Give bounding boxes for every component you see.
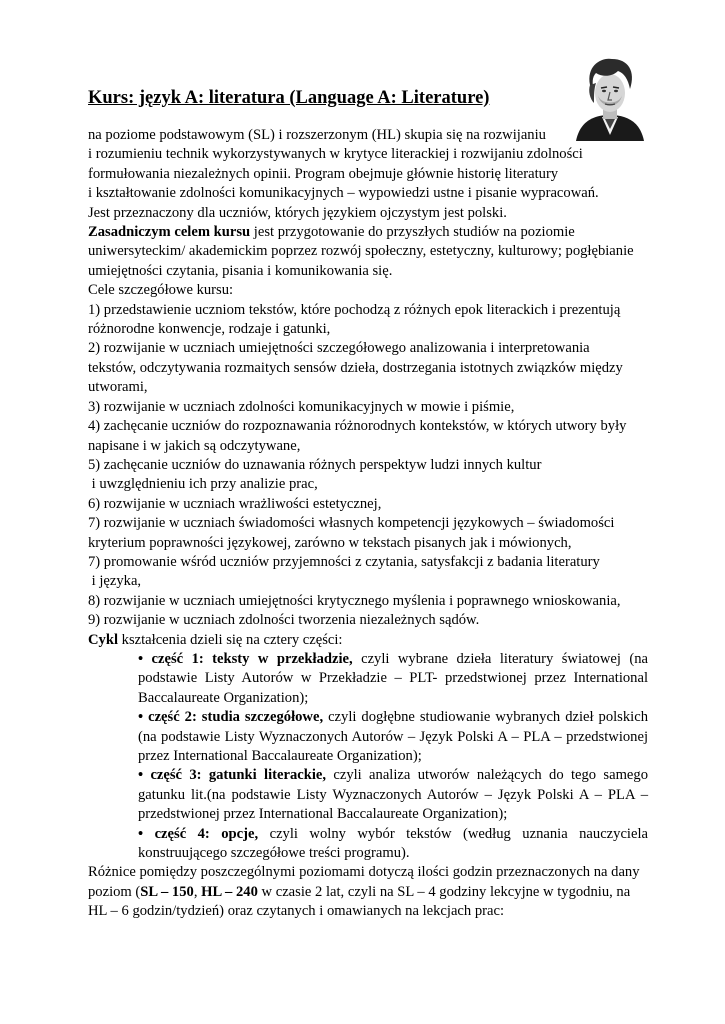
document-body [88, 126, 648, 922]
hours-text: , [193, 883, 202, 900]
intro-line: Jest przeznaczony dla uczniów, których językiem ojczystym jest polski. [88, 204, 507, 221]
intro-line: formułowania niezależnych opinii. Program obejmuje głównie historię literatury [88, 165, 559, 182]
parts-list [138, 650, 648, 863]
objective-line: 8) rozwijanie w uczniach umiejętności krytycznego myślenia i poprawnego wnioskowania, [88, 592, 621, 609]
objective-line: różnorodne konwencje, rodzaje i gatunki, [88, 321, 331, 338]
objective-line: 3) rozwijanie w uczniach zdolności komunikacyjnych w mowie i piśmie, [88, 398, 515, 415]
hours-line: HL – 6 godzin/tydzień) oraz czytanych i omawianych na lekcjach prac: [88, 903, 505, 920]
hours-sl: SL – 150 [140, 883, 194, 900]
goal-paragraph [88, 223, 648, 281]
objective-line: napisane i w jakich są odczytywane, [88, 437, 301, 454]
intro-line: i kształtowanie zdolności komunikacyjnych – wypowiedzi ustne i pisanie wypracowań. [88, 185, 599, 202]
intro-line: na poziome podstawowym (SL) i rozszerzonym (HL) skupia się na rozwijaniu [88, 127, 546, 143]
part-desc: czyli analiza utworów należących do tego samego gatunku lit.(na podstawie Listy Wyznaczonych Autorów – Język Polski A – PLA – przedstwionej przez International Baccalaureate Organization); [138, 767, 648, 823]
goal-text: jest przygotowanie do przyszłych studiów na poziomie [250, 224, 575, 241]
goal-bold: Zasadniczym celem kursu [88, 224, 251, 241]
objective-line: 1) przedstawienie uczniom tekstów, które pochodzą z różnych epok literackich i prezentują [88, 301, 621, 318]
intro-line: i rozumieniu technik wykorzystywanych w krytyce literackiej i rozwijaniu zdolności [88, 146, 583, 163]
part-item [138, 825, 648, 864]
bullet-icon: • [138, 825, 155, 842]
part-title: część 4: opcje, [154, 825, 259, 842]
hours-line [88, 883, 648, 902]
objective-line: tekstów, odczytywania rozmaitych sensów dzieła, dostrzegania istotnych związków między [88, 359, 623, 376]
objective-line: 6) rozwijanie w uczniach wrażliwości estetycznej, [88, 495, 382, 512]
cycle-text: kształcenia dzieli się na cztery części: [118, 631, 343, 648]
objective-line: 5) zachęcanie uczniów do uznawania różnych perspektyw ludzi innych kultur [88, 456, 542, 473]
goal-line: umiejętności czytania, pisania i komunikowania się. [88, 262, 393, 279]
objective-line: 4) zachęcanie uczniów do rozpoznawania różnorodnych kontekstów, w których utwory były [88, 418, 627, 435]
part-title: część 2: studia szczegółowe, [148, 709, 324, 726]
hours-line: Różnice pomiędzy poszczególnymi poziomami dotyczą ilości godzin przeznaczonych na dany [88, 864, 640, 881]
objective-line: i uwzględnieniu ich przy analizie prac, [88, 476, 318, 493]
part-title: część 3: gatunki literackie, [150, 767, 327, 784]
objective-line: 7) rozwijanie w uczniach świadomości własnych kompetencji językowych – świadomości [88, 515, 615, 532]
hours-text: poziom ( [88, 883, 141, 900]
cycle-paragraph [88, 631, 648, 650]
page-title: Kurs: język A: literatura (Language A: Literature) [88, 88, 490, 108]
part-item [138, 650, 648, 708]
objective-line: utworami, [88, 379, 148, 396]
objective-line: 9) rozwijanie w uczniach zdolności tworzenia niezależnych sądów. [88, 612, 480, 629]
bullet-icon: • [138, 767, 151, 784]
part-title: część 1: teksty w przekładzie, [151, 650, 353, 667]
goal-line: uniwersyteckim/ akademickim poprzez rozwój społeczny, estetyczny, kulturowy; pogłębianie [88, 243, 634, 260]
goal-line [88, 223, 648, 242]
objective-line: 2) rozwijanie w uczniach umiejętności szczegółowego analizowania i interpretowania [88, 340, 590, 357]
hours-paragraph [88, 863, 648, 921]
bullet-icon: • [138, 650, 152, 667]
objective-line: kryterium poprawności językowej, zarówno w tekstach pisanych jak i mówionych, [88, 534, 572, 551]
objectives-list [88, 281, 648, 630]
bullet-icon: • [138, 709, 149, 726]
hours-hl: HL – 240 [201, 883, 258, 900]
part-desc: czyli wolny wybór tekstów (według uznania nauczyciela konstruującego szczegółowe treści programu). [138, 825, 648, 862]
hours-text: w czasie 2 lat, czyli na SL – 4 godziny lekcyjne w tygodniu, na [257, 883, 631, 900]
part-desc: czyli wybrane dzieła literatury światowej (na podstawie Listy Autorów w Przekładzie – PLT- przedstwionej przez International Baccalaureate Organization); [138, 650, 648, 706]
part-item [138, 766, 648, 824]
part-item [138, 708, 648, 766]
part-desc: czyli dogłębne studiowanie wybranych dzieł polskich (na podstawie Listy Wyznaczonych Autorów – Język Polski A – PLA – przedstwionej przez International Baccalaureate Organization); [138, 709, 648, 764]
objective-line: 7) promowanie wśród uczniów przyjemności z czytania, satysfakcji z badania literatury [88, 553, 600, 570]
cycle-line [88, 631, 648, 650]
objective-line: i języka, [88, 573, 142, 590]
intro-paragraph [88, 126, 648, 223]
objectives-heading: Cele szczegółowe kursu: [88, 282, 234, 299]
cycle-bold: Cykl [88, 631, 119, 648]
